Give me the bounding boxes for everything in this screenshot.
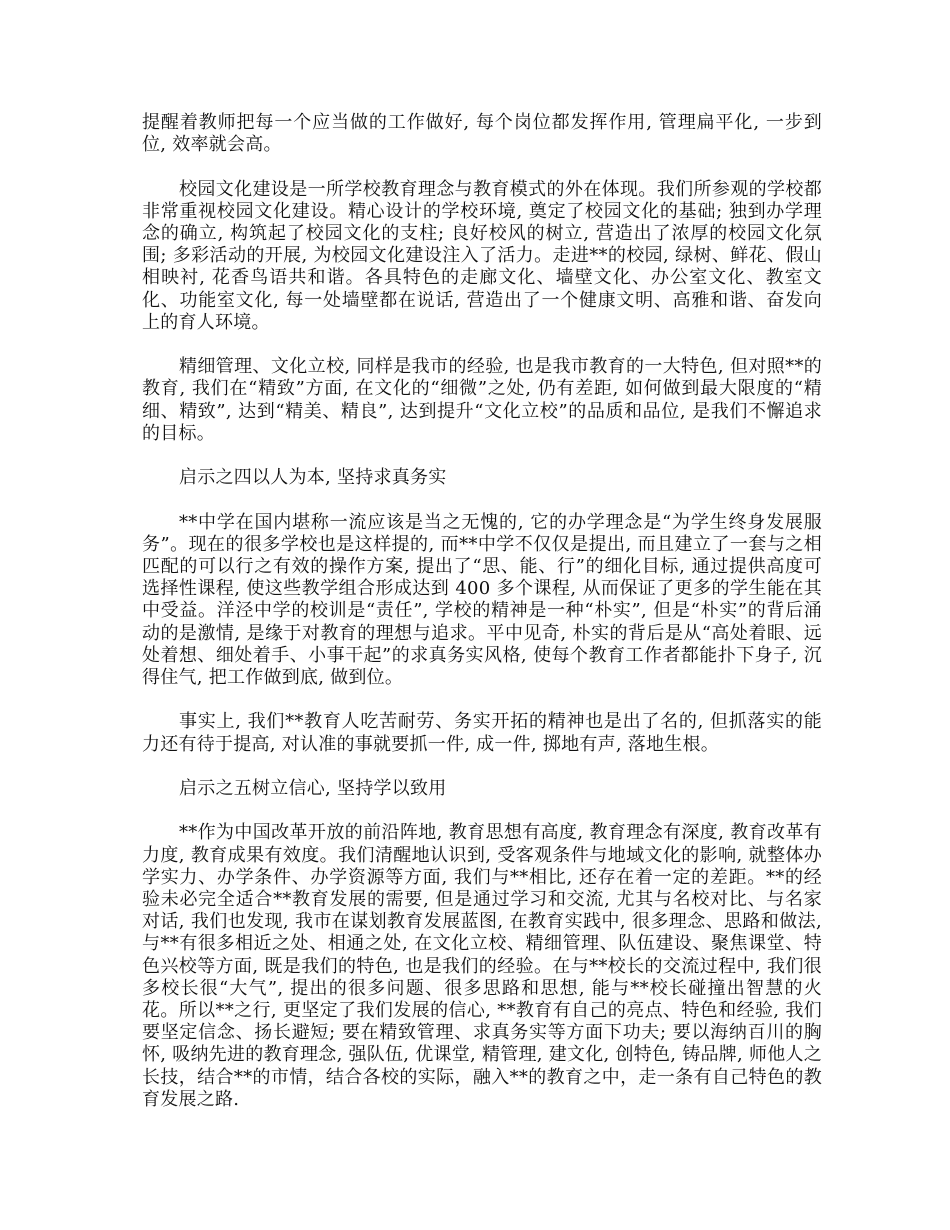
paragraph-fine-management: 精细管理、文化立校, 同样是我市的经验, 也是我市教育的一大特色, 但对照**的教育, 我们在“精致”方面, 在文化的“细微”之处, 仍有差距, 如何做到最大限度的“精细、精致”, 达到“精美、精良”, 达到提升“文化立校”的品质和品位, 是我们不懈追求的目标。 [142,356,822,444]
section-heading-five: 启示之五树立信心, 坚持学以致用 [179,778,447,799]
paragraph-campus-culture: 校园文化建设是一所学校教育理念与教育模式的外在体现。我们所参观的学校都非常重视校园文化建设。精心设计的学校环境, 奠定了校园文化的基础; 独到办学理念的确立, 构筑起了校园文化的支柱; 良好校风的树立, 营造出了浓厚的校园文化氛围; 多彩活动的开展, 为校园文化建设注入了活力。走进**的校园, 绿树、鲜花、假山相映衬, 花香鸟语共和谐。各具特色的走廊文化、墙壁文化、办公室文化、教室文化、功能室文化, 每一处墙壁都在说话, 营造出了一个健康文明、高雅和谐、奋发向上的育人环境。 [142,178,822,333]
paragraph-school-philosophy: **中学在国内堪称一流应该是当之无愧的, 它的办学理念是“为学生终身发展服务”。现在的很多学校也是这样提的, 而**中学不仅仅是提出, 而且建立了一套与之相匹配的可以行之有效的操作方案, 提出了“思、能、行”的细化目标, 通过提供高度可选择性课程, 使这些教学组合形成达到 400 多个课程, 从而保证了更多的学生能在其中受益。洋泾中学的校训是“责任”, 学校的精神是一种“朴实”, 但是“朴实”的背后涌动的是激情, 是缘于对教育的理想与追求。平中见奇, 朴实的背后是从“高处着眼、远处着想、细处着手、小事干起”的求真务实风格, 使每个教育工作者都能扑下身子, 沉得住气, 把工作做到底, 做到位。 [142,511,822,689]
section-heading-four: 启示之四以人为本, 坚持求真务实 [179,467,447,489]
paragraph-continued: 提醒着教师把每一个应当做的工作做好, 每个岗位都发挥作用, 管理扁平化, 一步到位, 效率就会高。 [142,112,822,156]
paragraph-implementation: 事实上, 我们**教育人吃苦耐劳、务实开拓的精神也是出了名的, 但抓落实的能力还有待于提高, 对认准的事就要抓一件, 成一件, 掷地有声, 落地生根。 [142,711,822,755]
document-page [142,112,822,1133]
paragraph-confidence: **作为中国改革开放的前沿阵地, 教育思想有高度, 教育理念有深度, 教育改革有力度, 教育成果有效度。我们清醒地认识到, 受客观条件与地域文化的影响, 就整体办学实力、办学条件、办学资源等方面, 我们与**相比, 还存在着一定的差距。**的经验未必完全适合**教育发展的需要, 但是通过学习和交流, 尤其与名校对比、与名家对话, 我们也发现, 我市在谋划教育发展蓝图, 在教育实践中, 很多理念、思路和做法, 与**有很多相近之处、相通之处, 在文化立校、精细管理、队伍建设、聚焦课堂、特色兴校等方面, 既是我们的特色, 也是我们的经验。在与**校长的交流过程中, 我们很多校长很“大气”, 提出的很多问题、很多思路和思想, 能与**校长碰撞出智慧的火花。所以**之行, 更坚定了我们发展的信心, **教育有自己的亮点、特色和经验, 我们要坚定信念、扬长避短; 要在精致管理、求真务实等方面下功夫; 要以海纳百川的胸怀, 吸纳先进的教育理念, 强队伍, 优课堂, 精管理, 建文化, 创特色, 铸品牌, 师他人之长技，结合**的市情，结合各校的实际，融入**的教育之中，走一条有自己特色的教育发展之路. [142,822,822,1110]
